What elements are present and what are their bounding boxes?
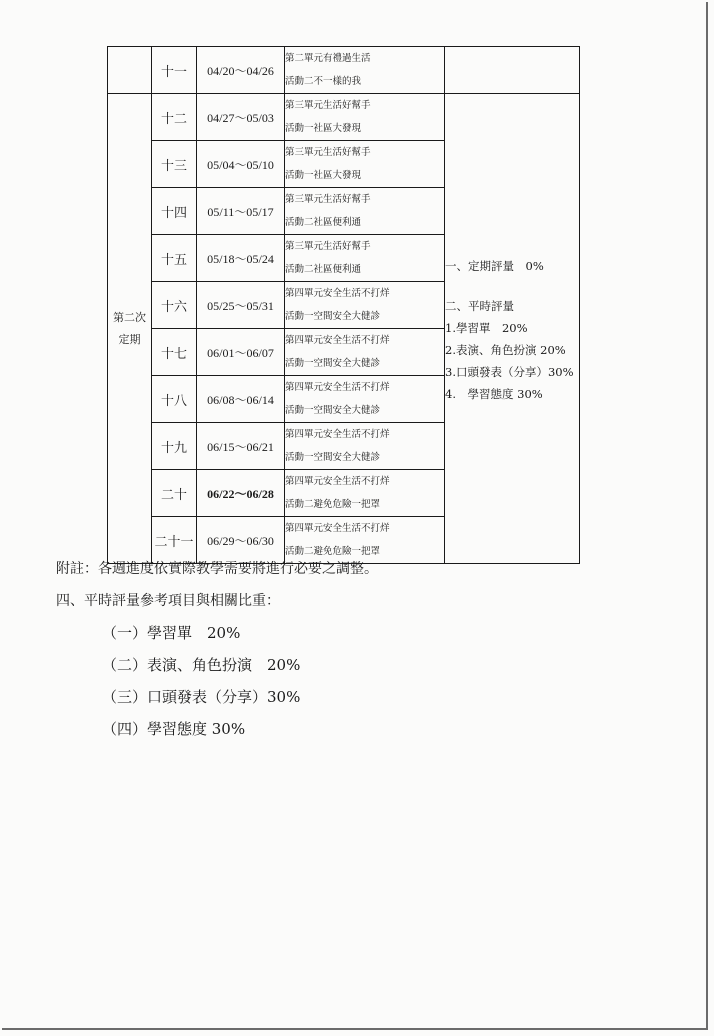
term-label-line2: 定期 <box>118 332 141 346</box>
activity-text: 活動二社區便利通 <box>285 264 362 275</box>
table-row <box>108 47 580 94</box>
activity-text: 活動一空間安全大健診 <box>285 311 381 322</box>
table-row <box>108 94 580 141</box>
weight-item: （四）學習態度 30% <box>102 720 246 738</box>
week-cell: 十四 <box>152 188 197 235</box>
week-cell: 十二 <box>152 94 197 141</box>
schedule-table <box>107 46 580 564</box>
week-cell: 十三 <box>152 141 197 188</box>
section-four-heading: 四、平時評量參考項目與相關比重： <box>56 593 280 609</box>
week-cell: 十九 <box>152 423 197 470</box>
eval-periodic: 一、定期評量 0% <box>445 259 544 273</box>
activity-cell <box>285 141 445 188</box>
date-cell: 05/11～05/17 <box>197 188 285 235</box>
week-cell: 十一 <box>152 47 197 94</box>
notes-section <box>56 553 378 745</box>
week-cell: 十五 <box>152 235 197 282</box>
term-label-line1: 第二次 <box>113 310 146 324</box>
date-cell: 06/29～06/30 <box>197 517 285 564</box>
weight-item: （三）口頭發表（分享）30% <box>102 688 301 706</box>
term-cell-second <box>108 94 152 564</box>
activity-cell <box>285 282 445 329</box>
date-cell: 06/22～06/28 <box>197 470 285 517</box>
activity-cell <box>285 470 445 517</box>
evaluation-cell <box>445 94 580 564</box>
activity-cell <box>285 376 445 423</box>
activity-text: 活動一空間安全大健診 <box>285 452 381 463</box>
activity-cell <box>285 47 445 94</box>
activity-cell <box>285 235 445 282</box>
unit-text: 第三單元生活好幫手 <box>285 241 371 252</box>
activity-text: 活動二避免危險一把罩 <box>285 546 381 557</box>
unit-text: 第四單元安全生活不打烊 <box>285 429 390 440</box>
week-cell: 十八 <box>152 376 197 423</box>
activity-text: 活動一空間安全大健診 <box>285 405 381 416</box>
weight-item: （二）表演、角色扮演 20% <box>102 656 301 674</box>
activity-text: 活動一空間安全大健診 <box>285 358 381 369</box>
week-cell: 二十一 <box>152 517 197 564</box>
unit-text: 第四單元安全生活不打烊 <box>285 523 390 534</box>
date-cell: 05/18～05/24 <box>197 235 285 282</box>
activity-cell <box>285 188 445 235</box>
unit-text: 第三單元生活好幫手 <box>285 100 371 111</box>
eval-item: 4. 學習態度 30% <box>445 387 543 401</box>
unit-text: 第四單元安全生活不打烊 <box>285 288 390 299</box>
eval-item: 2.表演、角色扮演 20% <box>445 343 566 357</box>
remark-text: 附註：各週進度依實際教學需要將進行必要之調整。 <box>56 561 378 577</box>
term-cell-first <box>108 47 152 94</box>
eval-regular-heading: 二、平時評量 <box>445 299 514 313</box>
date-cell: 05/04～05/10 <box>197 141 285 188</box>
unit-text: 第四單元安全生活不打烊 <box>285 382 390 393</box>
eval-item: 3.口頭發表（分享）30% <box>445 365 574 379</box>
activity-text: 活動二社區便利通 <box>285 217 362 228</box>
date-cell: 04/20～04/26 <box>197 47 285 94</box>
week-cell: 二十 <box>152 470 197 517</box>
unit-text: 第三單元生活好幫手 <box>285 194 371 205</box>
unit-text: 第四單元安全生活不打烊 <box>285 476 390 487</box>
activity-cell <box>285 423 445 470</box>
eval-item: 1.學習單 20% <box>445 321 528 335</box>
date-cell: 05/25～05/31 <box>197 282 285 329</box>
week-cell: 十六 <box>152 282 197 329</box>
activity-text: 活動一社區大發現 <box>285 123 362 134</box>
activity-cell <box>285 94 445 141</box>
date-cell: 04/27～05/03 <box>197 94 285 141</box>
weight-item: （一）學習單 20% <box>102 624 241 642</box>
date-cell: 06/15～06/21 <box>197 423 285 470</box>
unit-text: 第四單元安全生活不打烊 <box>285 335 390 346</box>
date-cell: 06/01～06/07 <box>197 329 285 376</box>
activity-text: 活動二不一樣的我 <box>285 76 362 87</box>
date-cell: 06/08～06/14 <box>197 376 285 423</box>
activity-text: 活動二避免危險一把罩 <box>285 499 381 510</box>
activity-text: 活動一社區大發現 <box>285 170 362 181</box>
unit-text: 第二單元有禮過生活 <box>285 53 371 64</box>
unit-text: 第三單元生活好幫手 <box>285 147 371 158</box>
eval-cell-blank <box>445 47 580 94</box>
activity-cell <box>285 329 445 376</box>
week-cell: 十七 <box>152 329 197 376</box>
